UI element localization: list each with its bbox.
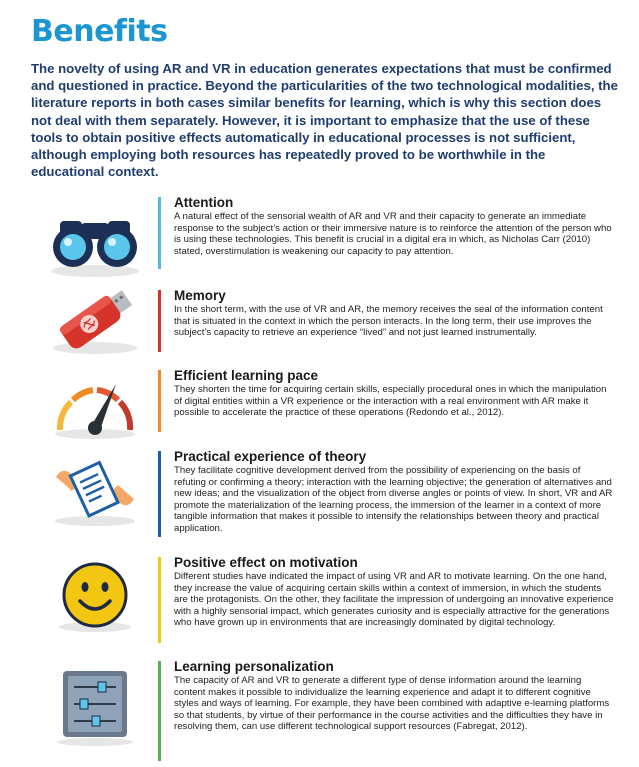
benefit-motivation: [0, 557, 639, 643]
memory-text: In the short term, with the use of VR and AR, the memory receives the seal of the information content that is situated in the context in which the person interacts. In the long term, their use improves the subject’s capacity to retrieve an experience “lived” and not just learned instrumentally.: [174, 304, 603, 339]
intro-paragraph: The novelty of using AR and VR in education generates expectations that must be confirmed and questioned in practice. Beyond the particularities of the two technological modalities, the literature reports in both cases similar benefits for learning, which is why this section does not deal with them separately. However, it is important to emphasize that the use of these tools to obtain positive effects automatically in educational processes is not sufficient, although employing both resources has repeatedly proved to be worthwhile in the educational context.: [31, 61, 618, 180]
memory-accent-bar: [158, 290, 161, 352]
practical-text: They facilitate cognitive development derived from the possibility of experiencing on the basis of refuting or confirming a theory; interaction with the learning objective; the generation of alternatives and new ideas; and the visualization of the object from diverse angles or points of view. In short, VR and AR promote the materialization of the learning process, the immersion of the learner in a context of more tangible information that makes it possible to intensify the relationships between theory and practical application.: [174, 465, 613, 534]
attention-accent-bar: [158, 197, 161, 269]
binoculars-icon: [46, 207, 144, 279]
benefit-memory: [0, 290, 639, 352]
motivation-accent-bar: [158, 557, 161, 643]
benefit-personalization: [0, 661, 639, 761]
efficient-accent-bar: [158, 370, 161, 432]
sliders-icon: [46, 667, 144, 747]
practical-heading: Practical experience of theory: [174, 449, 367, 464]
personalization-accent-bar: [158, 661, 161, 761]
benefit-efficient-learning-pace: [0, 370, 639, 432]
efficient-text: They shorten the time for acquiring certain skills, especially procedural ones in which the manipulation of digital entities within a VR experience or the interaction with a real environment with AR make it possible to accelerate the practice of these operations (Redondo et al., 2012).: [174, 384, 607, 419]
practical-accent-bar: [158, 451, 161, 537]
page-title: Benefits: [31, 14, 168, 49]
benefit-attention: [0, 197, 639, 269]
motivation-heading: Positive effect on motivation: [174, 555, 358, 570]
usb-brain-icon: [46, 284, 144, 356]
personalization-text: The capacity of AR and VR to generate a different type of dense information around the learning content makes it possible to individualize the learning experience and adapt it to different cognitive styles and ways of learning. For example, they have been combined with adaptive e-learning platforms so that students, by virtue of their performance in the course activities and the difficulties they have in resolving them, can use different technological support resources (Fabregat, 2012).: [174, 675, 610, 733]
speedometer-icon: [46, 370, 144, 442]
attention-heading: Attention: [174, 195, 234, 210]
memory-heading: Memory: [174, 288, 226, 303]
smiley-icon: [46, 561, 144, 633]
attention-text: A natural effect of the sensorial wealth of AR and VR and their capacity to generate an immediate response to the subject’s action or their immersive nature is to reinforce the attention of the person who is using these technologies. This benefit is crucial in a digital era in which, as Nicholas Carr (2010) stated, overstimulation is weakening our capacity to pay attention.: [174, 211, 612, 257]
efficient-heading: Efficient learning pace: [174, 368, 319, 383]
motivation-text: Different studies have indicated the impact of using VR and AR to motivate learning. On the one hand, they increase the value of acquiring certain skills within a context of immersion, in which the students are the protagonists. On the other, they facilitate the impression of undergoing an innovative experience with a highly sensorial impact, which generates curiosity and is especially attractive for the generations who have grown up in environments that are increasingly dominated by digital technology.: [174, 571, 614, 629]
hands-document-icon: [46, 455, 144, 527]
personalization-heading: Learning personalization: [174, 659, 334, 674]
benefit-practical-experience: [0, 451, 639, 537]
